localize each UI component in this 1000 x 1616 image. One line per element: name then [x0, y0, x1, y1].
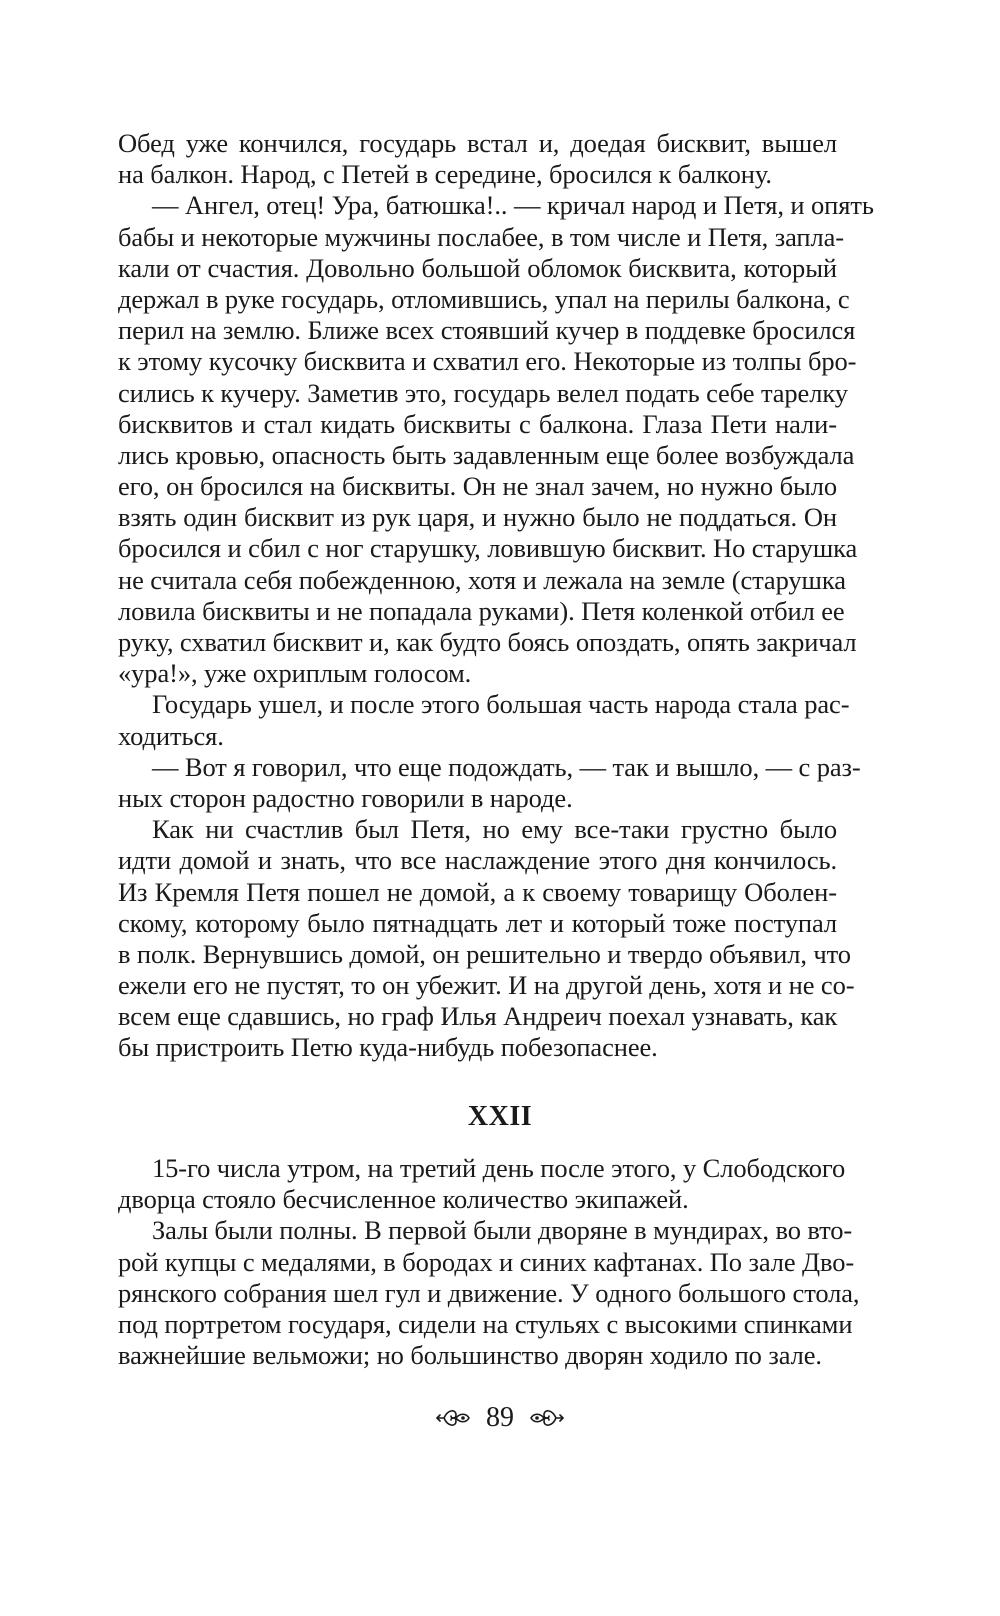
- text-block-bottom: [118, 1153, 860, 1371]
- text-line: 15-го числа утром, на третий день после этого, у Слободского: [152, 1153, 846, 1183]
- text-line: бабы и некоторые мужчины послабее, в том числе и Петя, запла-: [118, 221, 844, 252]
- text-line: дворца стояло бесчисленное количество экипажей.: [118, 1184, 689, 1215]
- text-line: его, он бросился на бисквиты. Он не знал зачем, но нужно было: [118, 471, 837, 502]
- page-footer: [0, 1403, 1000, 1433]
- text-line: в полк. Вернувшись домой, он решительно и твердо объявил, что: [118, 938, 851, 969]
- text-line: идти домой и знать, что все наслаждение этого дня кончилось.: [118, 845, 837, 876]
- text-line: бросился и сбил с ног старушку, ловившую бисквит. Но старушка: [118, 533, 858, 564]
- text-line: рянского собрания шел гул и движение. У одного большого стола,: [118, 1277, 860, 1308]
- floral-ornament-left-icon: [434, 1403, 472, 1433]
- text-line: важнейшие вельможи; но большинство дворян ходило по зале.: [118, 1340, 822, 1371]
- text-block-top: [118, 128, 874, 1064]
- text-line: скому, которому было пятнадцать лет и который тоже поступал: [118, 907, 837, 938]
- text-line: Как ни счастлив был Петя, но ему все-таки грустно было: [152, 814, 837, 845]
- chapter-title: XXII: [467, 1101, 533, 1132]
- text-line: к этому кусочку бисквита и схватил его. Некоторые из толпы бро-: [118, 346, 857, 377]
- text-line: ходиться.: [118, 720, 224, 751]
- text-line: ных сторон радостно говорили в народе.: [118, 782, 573, 813]
- text-line: — Ангел, отец! Ура, батюшка!.. — кричал народ и Петя, и опять: [152, 190, 874, 221]
- text-line: Залы были полны. В первой были дворяне в мундирах, во вто-: [152, 1215, 853, 1246]
- text-line: руку, схватил бисквит и, как будто боясь опоздать, опять закричал: [118, 627, 857, 657]
- text-line: всем еще сдавшись, но граф Илья Андреич поехал узнавать, как: [118, 1001, 838, 1032]
- text-line: рой купцы с медалями, в бородах и синих кафтанах. По зале Дво-: [118, 1246, 855, 1277]
- text-line: бы пристроить Петю куда-нибудь побезопаснее.: [118, 1032, 658, 1063]
- page-number: 89: [486, 1402, 514, 1433]
- text-line: не считала себя побежденною, хотя и лежала на земле (старушка: [118, 564, 846, 595]
- text-line: Из Кремля Петя пошел не домой, а к своему товарищу Оболен-: [118, 876, 837, 907]
- text-line: Государь ушел, и после этого большая часть народа стала рас-: [152, 689, 850, 720]
- text-line: ловила бисквиты и не попадала руками). Петя коленкой отбил ее: [118, 595, 845, 626]
- text-line: ежели его не пустят, то он убежит. И на другой день, хотя и не со-: [118, 970, 855, 1001]
- text-line: кали от счастия. Довольно большой обломок бисквита, который: [118, 252, 837, 283]
- text-line: бисквитов и стал кидать бисквиты с балкона. Глаза Пети нали-: [118, 408, 837, 439]
- text-line: «ура!», уже охриплым голосом.: [118, 658, 472, 689]
- text-line: перил на землю. Ближе всех стоявший кучер в поддевке бросился: [118, 315, 856, 346]
- floral-ornament-right-icon: [528, 1403, 566, 1433]
- text-line: — Вот я говорил, что еще подождать, — так и вышло, — с раз-: [152, 751, 861, 782]
- text-line: сились к кучеру. Заметив это, государь велел подать себе тарелку: [118, 377, 848, 408]
- text-line: взять один бисквит из рук царя, и нужно было не поддаться. Он: [118, 502, 837, 533]
- text-line: лись кровью, опасность быть задавленным еще более возбуждала: [118, 439, 855, 470]
- text-line: на балкон. Народ, с Петей в середине, бросился к балкону.: [118, 159, 772, 190]
- text-line: держал в руке государь, отломившись, упал на перилы балкона, с: [118, 283, 850, 314]
- text-line: под портретом государя, сидели на стульях с высокими спинками: [118, 1308, 853, 1339]
- text-line: Обед уже кончился, государь встал и, доедая бисквит, вышел: [118, 128, 837, 158]
